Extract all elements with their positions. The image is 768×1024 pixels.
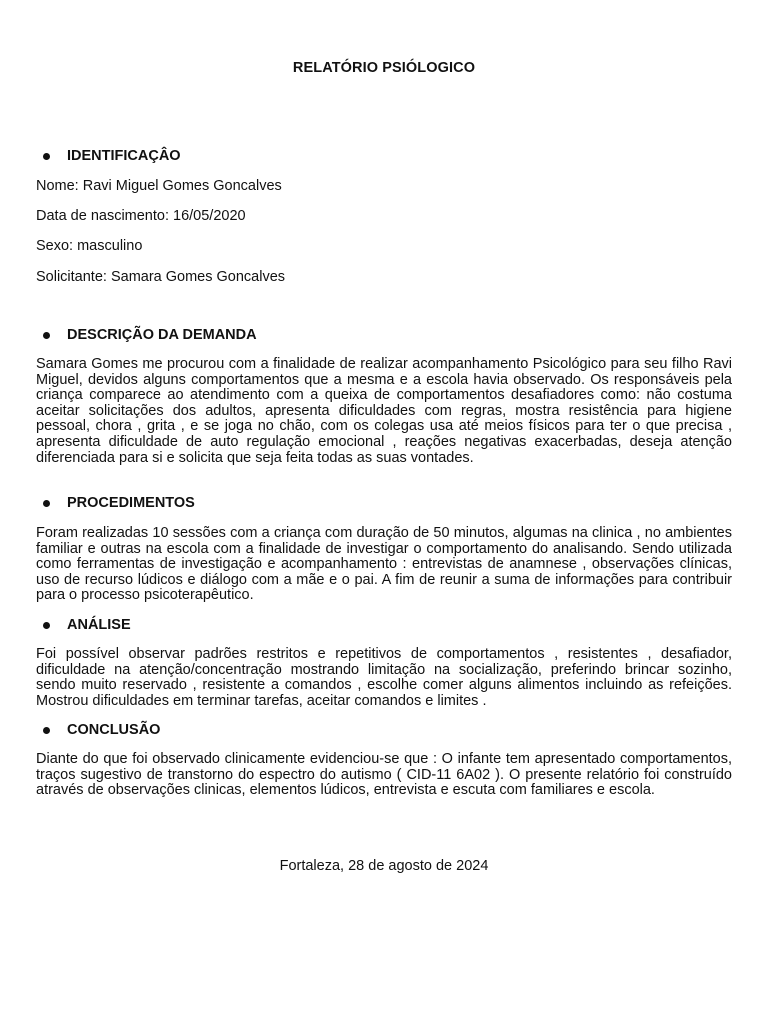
- field-sexo: Sexo: masculino: [36, 238, 143, 254]
- section-heading-label: PROCEDIMENTOS: [67, 495, 195, 511]
- bullet-icon: [43, 727, 50, 734]
- section-heading-label: ANÁLISE: [67, 617, 131, 633]
- section-heading-analise: [43, 617, 131, 633]
- bullet-icon: [43, 500, 50, 507]
- bullet-icon: [43, 153, 50, 160]
- section-heading-demanda: [43, 327, 257, 343]
- bullet-icon: [43, 622, 50, 629]
- paragraph-conclusao: Diante do que foi observado clinicamente evidenciou-se que : O infante tem apresentado comportamentos, traços sugestivo de transtorno do espectro do autismo ( CID-11 6A02 ). O presente relatório foi construído através de observações clinicas, elementos lúdicos, entrevista e escuta com familiares e escola.: [36, 751, 732, 799]
- section-heading-label: CONCLUSÃO: [67, 722, 161, 738]
- paragraph-analise: Foi possível observar padrões restritos e repetitivos de comportamentos , resistentes , desafiador, dificuldade na atenção/concentração mostrando limitação na socialização, preferindo brincar sozinho, sendo muito reservado , resistente a comandos , escolhe comer alguns alimentos incluindo as refeições. Mostrou dificuldades em terminar tarefas, aceitar comandos e limites .: [36, 646, 732, 709]
- field-data-nascimento: Data de nascimento: 16/05/2020: [36, 208, 246, 224]
- field-nome: Nome: Ravi Miguel Gomes Goncalves: [36, 178, 282, 194]
- field-solicitante: Solicitante: Samara Gomes Goncalves: [36, 269, 286, 285]
- closing-location-date: Fortaleza, 28 de agosto de 2024: [279, 858, 489, 874]
- section-heading-procedimentos: [43, 495, 195, 511]
- paragraph-procedimentos: Foram realizadas 10 sessões com a criança com duração de 50 minutos, algumas na clinica , no ambientes familiar e outras na escola com a finalidade de investigar o comportamento do analisando. Sendo utilizada como ferramentas de investigação e acompanhamento : entrevistas de anamnese , observações clínicas, uso de recurso lúdicos e diálogo com a mãe e o pai. A fim de reunir a suma de informações para contribuir para o processo psicoterapêutico.: [36, 525, 732, 604]
- section-heading-conclusao: [43, 722, 160, 738]
- bullet-icon: [43, 332, 50, 339]
- section-heading-label: IDENTIFICAÇÂO: [67, 148, 181, 164]
- paragraph-demanda: Samara Gomes me procurou com a finalidade de realizar acompanhamento Psicológico para seu filho Ravi Miguel, devidos alguns comportamentos que a mesma e a escola havia observado. Os responsáveis pela criança comparece ao atendimento com a queixa de comportamentos desafiadores como: não costuma aceitar solicitações dos adultos, apresenta dificuldades com regras, mostra resistência para higiene pessoal, chora , grita , e se joga no chão, com os colegas usa até meios físicos para ter o que precisa , apresenta dificuldade de auto regulação emocional , reações negativas exacerbadas, deseja atenção diferenciada para si e solicita que seja feita todas as suas vontades.: [36, 356, 732, 466]
- section-heading-label: DESCRIÇÃO DA DEMANDA: [67, 327, 257, 343]
- section-heading-identificacao: [43, 148, 181, 164]
- report-title: RELATÓRIO PSIÓLOGICO: [292, 60, 476, 76]
